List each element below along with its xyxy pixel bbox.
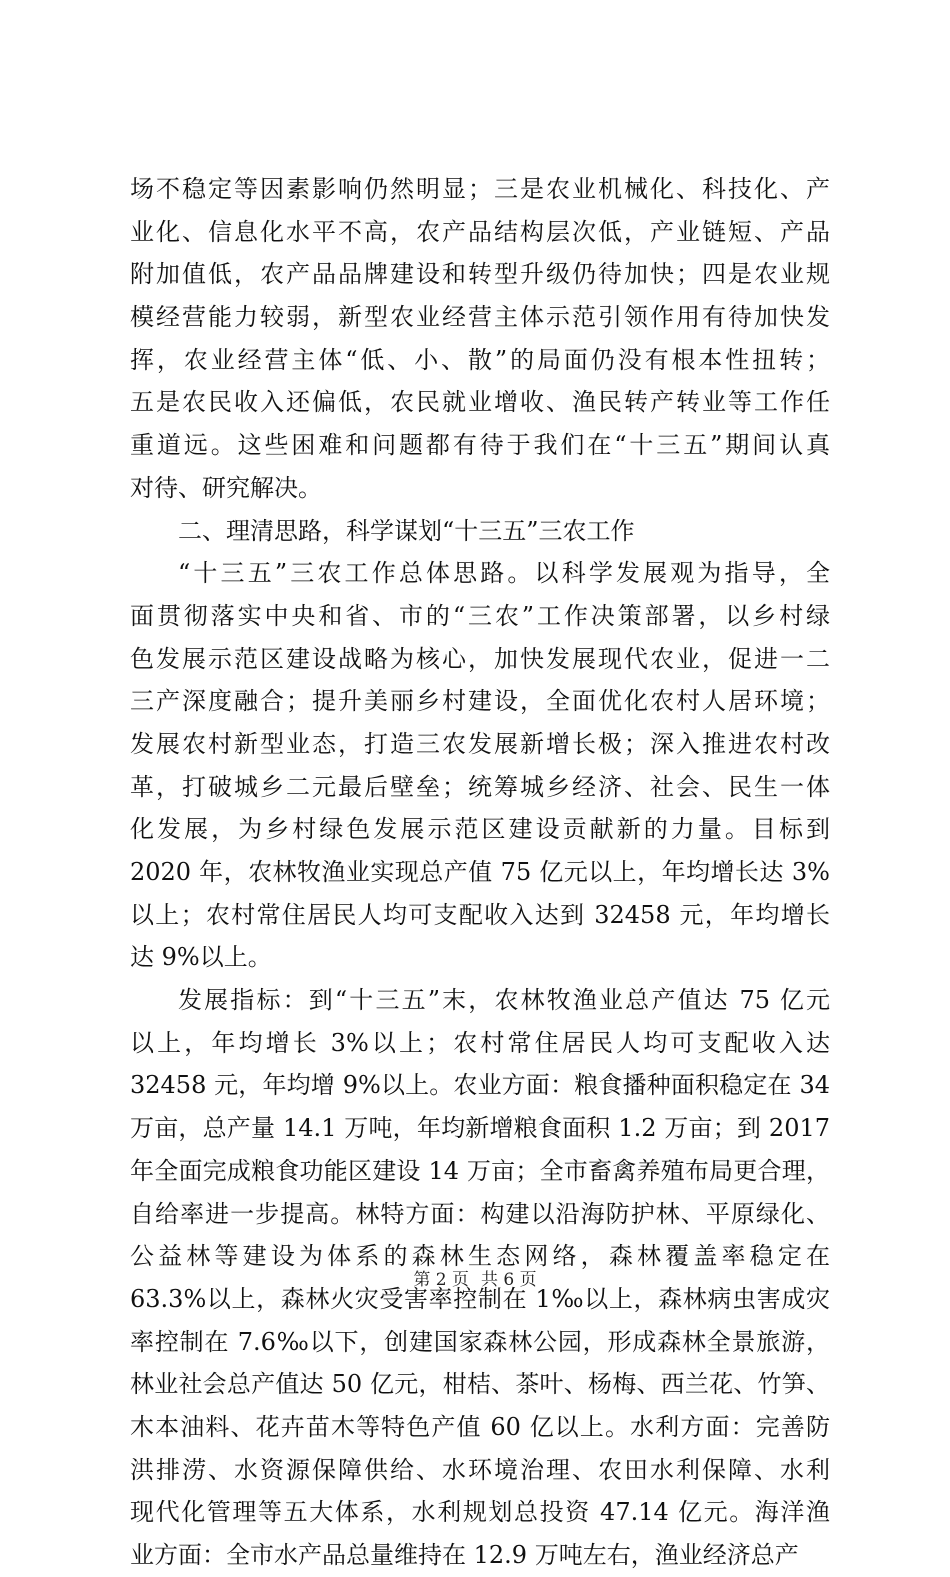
text-line: 年全面完成粮食功能区建设 14 万亩；全市畜禽养殖布局更合理， [130,1156,830,1185]
text-line: 挥，农业经营主体“低、小、散”的局面仍没有根本性扭转； [130,345,830,374]
text-line: “十三五”三农工作总体思路。以科学发展观为指导，全 [178,559,830,588]
text-line: 色发展示范区建设战略为核心，加快发展现代农业，促进一二 [130,644,830,673]
text-line: 模经营能力较弱，新型农业经营主体示范引领作用有待加快发 [130,303,830,332]
text-line: 自给率进一步提高。林特方面：构建以沿海防护林、平原绿化、 [130,1199,830,1228]
text-line: 五是农民收入还偏低，农民就业增收、渔民转产转业等工作任 [130,388,830,417]
text-line: 对待、研究解决。 [130,473,322,502]
text-line: 以上，年均增长 3%以上；农村常住居民人均可支配收入达 [130,1028,830,1057]
text-line: 32458 元，年均增 9%以上。农业方面：粮食播种面积稳定在 34 [130,1071,830,1100]
text-line: 万亩，总产量 14.1 万吨，年均新增粮食面积 1.2 万亩；到 2017 [130,1114,830,1143]
text-line: 林业社会总产值达 50 亿元，柑桔、茶叶、杨梅、西兰花、竹笋、 [130,1370,830,1399]
paragraph [130,552,830,979]
text-line: 发展指标：到“十三五”末，农林牧渔业总产值达 75 亿元 [178,986,830,1015]
text-line: 木本油料、花卉苗木等特色产值 60 亿以上。水利方面：完善防 [130,1412,830,1441]
text-line: 达 9%以上。 [130,943,272,972]
text-line: 面贯彻落实中央和省、市的“三农”工作决策部署，以乡村绿 [130,601,830,630]
text-line: 63.3%以上，森林火灾受害率控制在 1‰以上，森林病虫害成灾 [130,1284,830,1313]
text-line: 化发展，为乡村绿色发展示范区建设贡献新的力量。目标到 [130,815,830,844]
text-line: 附加值低，农产品品牌建设和转型升级仍待加快；四是农业规 [130,260,830,289]
text-line: 重道远。这些困难和问题都有待于我们在“十三五”期间认真 [130,431,830,460]
text-line: 发展农村新型业态，打造三农发展新增长极；深入推进农村改 [130,729,830,758]
body-text [130,168,830,1577]
text-line: 场不稳定等因素影响仍然明显；三是农业机械化、科技化、产 [130,175,830,203]
text-line: 率控制在 7.6‰以下，创建国家森林公园，形成森林全景旅游， [130,1327,830,1356]
text-line: 三产深度融合；提升美丽乡村建设，全面优化农村人居环境； [130,687,830,716]
page-number: 第 2 页 [413,1270,469,1290]
text-line: 公益林等建设为体系的森林生态网络，森林覆盖率稳定在 [130,1242,830,1271]
text-line: 业方面：全市水产品总量维持在 12.9 万吨左右，渔业经济总产 [130,1541,799,1569]
text-line: 革，打破城乡二元最后壁垒；统筹城乡经济、社会、民生一体 [130,772,830,801]
page-footer [0,1268,950,1292]
text-line: 现代化管理等五大体系，水利规划总投资 47.14 亿元。海洋渔 [130,1498,830,1527]
text-line: 业化、信息化水平不高，农产品结构层次低，产业链短、产品 [130,217,830,246]
page-total: 共 6 页 [481,1270,537,1290]
text-line: 2020 年，农林牧渔业实现总产值 75 亿元以上，年均增长达 3% [130,858,830,886]
paragraph [130,168,830,510]
text-line: 二、理清思路，科学谋划“十三五”三农工作 [178,516,635,545]
text-line: 洪排涝、水资源保障供给、水环境治理、农田水利保障、水利 [130,1455,830,1484]
text-line: 以上；农村常住居民人均可支配收入达到 32458 元，年均增长 [130,900,830,929]
section-heading [130,510,830,553]
